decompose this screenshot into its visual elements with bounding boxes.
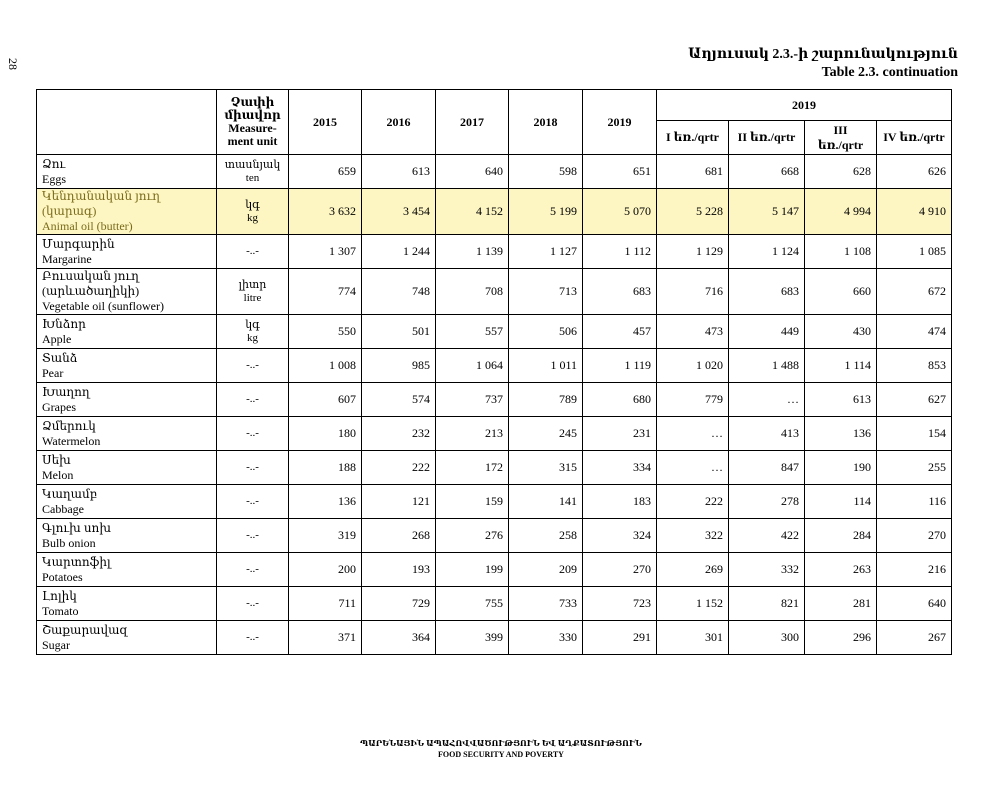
value-cell: 683 [583,269,657,315]
value-cell: 713 [509,269,583,315]
value-cell: 755 [436,587,509,621]
unit-armenian: -..- [246,597,259,609]
unit-english: litre [243,291,262,304]
table-row [37,269,952,315]
value-cell: 291 [583,621,657,655]
value-cell: 659 [289,155,362,189]
value-cell: 213 [436,417,509,451]
value-cell: 334 [583,451,657,485]
value-cell: … [657,417,729,451]
item-name-armenian: Տանձ [42,350,78,365]
value-cell: 270 [877,519,952,553]
unit-armenian: տասնյակ [224,158,281,171]
value-cell: 278 [729,485,805,519]
unit-armenian: կգ [245,198,260,211]
value-cell: 188 [289,451,362,485]
item-name-armenian: Լոլիկ [42,588,77,603]
value-cell: 222 [362,451,436,485]
unit-cell [217,417,289,451]
item-name-english: Bulb onion [42,535,96,550]
unit-armenian: կգ [245,318,260,331]
value-cell: 114 [805,485,877,519]
value-cell: 640 [877,587,952,621]
item-name-cell [37,269,217,315]
value-cell: 711 [289,587,362,621]
value-cell: 222 [657,485,729,519]
year-header: 2019 [583,90,657,155]
value-cell: 789 [509,383,583,417]
value-cell: 296 [805,621,877,655]
item-name-armenian: Ձմերուկ [42,418,96,433]
value-cell: 716 [657,269,729,315]
item-name-armenian: Բուսական յուղ (արևածաղիկի) [42,269,140,298]
item-name-cell [37,349,217,383]
unit-cell [217,315,289,349]
table-row [37,235,952,269]
item-name-armenian: Մարգարին [42,236,115,251]
value-cell: 613 [805,383,877,417]
item-name-cell [37,383,217,417]
table-row [37,519,952,553]
value-cell: 1 020 [657,349,729,383]
value-cell: 245 [509,417,583,451]
value-cell: 330 [509,621,583,655]
value-cell: 640 [436,155,509,189]
table-row [37,587,952,621]
item-name-armenian: Սեխ [42,452,71,467]
value-cell: 4 994 [805,189,877,235]
year-header: 2017 [436,90,509,155]
footer-english: FOOD SECURITY AND POVERTY [438,750,564,759]
value-cell: 1 139 [436,235,509,269]
value-cell: 733 [509,587,583,621]
item-name-english: Watermelon [42,433,101,448]
value-cell: 3 632 [289,189,362,235]
value-cell: 1 244 [362,235,436,269]
value-cell: 723 [583,587,657,621]
value-cell: 300 [729,621,805,655]
value-cell: 263 [805,553,877,587]
item-name-cell [37,189,217,235]
item-name-armenian: Ձու [42,156,66,171]
item-header [37,90,217,155]
value-cell: 255 [877,451,952,485]
table-row [37,189,952,235]
value-cell: 598 [509,155,583,189]
value-cell: 1 064 [436,349,509,383]
value-cell: 627 [877,383,952,417]
item-name-armenian: Կարտոֆիլ [42,554,111,569]
value-cell: 628 [805,155,877,189]
item-name-english: Eggs [42,171,66,186]
year-header: 2015 [289,90,362,155]
item-name-armenian: Խնձոր [42,316,86,331]
value-cell: 216 [877,553,952,587]
item-name-cell [37,417,217,451]
table-row [37,553,952,587]
value-cell: 284 [805,519,877,553]
item-name-cell [37,485,217,519]
value-cell: 324 [583,519,657,553]
value-cell: 209 [509,553,583,587]
table-row [37,383,952,417]
item-name-english: Apple [42,331,72,346]
value-cell: 1 127 [509,235,583,269]
value-cell: 258 [509,519,583,553]
value-cell: 5 199 [509,189,583,235]
unit-cell [217,519,289,553]
unit-english: kg [247,331,258,344]
unit-armenian: լիտր [238,278,267,291]
item-name-english: Animal oil (butter) [42,219,133,233]
value-cell: 449 [729,315,805,349]
value-cell: 473 [657,315,729,349]
value-cell: 180 [289,417,362,451]
value-cell: 672 [877,269,952,315]
value-cell: 121 [362,485,436,519]
item-name-english: Potatoes [42,569,83,584]
value-cell: 159 [436,485,509,519]
value-cell: 550 [289,315,362,349]
item-name-english: Pear [42,365,64,380]
item-name-english: Melon [42,467,74,482]
value-cell: 199 [436,553,509,587]
value-cell: 364 [362,621,436,655]
item-name-english: Sugar [42,637,70,652]
quarter-header: III եռ./qrtr [805,121,877,155]
unit-cell [217,451,289,485]
value-cell: 141 [509,485,583,519]
quarter-group-header: 2019 [657,90,952,121]
year-header: 2018 [509,90,583,155]
value-cell: 607 [289,383,362,417]
item-name-english: Margarine [42,251,92,266]
value-cell: 267 [877,621,952,655]
item-name-cell [37,451,217,485]
item-name-cell [37,587,217,621]
value-cell: 660 [805,269,877,315]
value-cell: 668 [729,155,805,189]
value-cell: … [657,451,729,485]
value-cell: 729 [362,587,436,621]
value-cell: 5 228 [657,189,729,235]
value-cell: 708 [436,269,509,315]
item-name-armenian: Շաքարավազ [42,622,128,637]
footer [0,738,1002,760]
value-cell: 1 119 [583,349,657,383]
value-cell: 985 [362,349,436,383]
value-cell: 136 [805,417,877,451]
value-cell: 683 [729,269,805,315]
value-cell: 774 [289,269,362,315]
table-row [37,417,952,451]
quarter-header: IV եռ./qrtr [877,121,952,155]
unit-armenian: -..- [246,245,259,257]
value-cell: 232 [362,417,436,451]
table-row [37,155,952,189]
value-cell: 1 108 [805,235,877,269]
value-cell: 779 [657,383,729,417]
value-cell: 183 [583,485,657,519]
unit-armenian: -..- [246,631,259,643]
value-cell: 193 [362,553,436,587]
value-cell: 1 008 [289,349,362,383]
value-cell: 853 [877,349,952,383]
value-cell: 474 [877,315,952,349]
value-cell: 557 [436,315,509,349]
unit-armenian: -..- [246,359,259,371]
value-cell: 5 070 [583,189,657,235]
item-name-english: Tomato [42,603,79,618]
value-cell: 269 [657,553,729,587]
value-cell: 116 [877,485,952,519]
title-english: Table 2.3. continuation [821,65,958,80]
value-cell: 332 [729,553,805,587]
item-name-cell [37,315,217,349]
value-cell: 136 [289,485,362,519]
quarter-header: II եռ./qrtr [729,121,805,155]
price-table [36,89,952,655]
title-armenian: Աղյուսակ 2.3.-ի շարունակություն [688,47,958,62]
footer-armenian: ՊԱՐԵՆԱՅԻՆ ԱՊԱՀՈՎՎԱԾՈՒԹՅՈՒՆ ԵՎ ԱՂՔԱՏՈՒԹՅՈՒՆ [359,739,642,748]
value-cell: 574 [362,383,436,417]
value-cell: … [729,383,805,417]
item-name-english: Vegetable oil (sunflower) [42,299,164,313]
unit-armenian: -..- [246,461,259,473]
value-cell: 681 [657,155,729,189]
item-name-english: Grapes [42,399,76,414]
value-cell: 1 488 [729,349,805,383]
unit-english: ten [245,171,260,184]
page-number: 28 [6,58,20,70]
unit-cell [217,485,289,519]
value-cell: 1 124 [729,235,805,269]
value-cell: 821 [729,587,805,621]
value-cell: 1 129 [657,235,729,269]
value-cell: 613 [362,155,436,189]
table-title [688,46,958,82]
unit-cell [217,553,289,587]
unit-cell [217,621,289,655]
value-cell: 231 [583,417,657,451]
unit-armenian: -..- [246,427,259,439]
value-cell: 281 [805,587,877,621]
value-cell: 626 [877,155,952,189]
value-cell: 413 [729,417,805,451]
item-name-cell [37,553,217,587]
unit-cell [217,189,289,235]
value-cell: 506 [509,315,583,349]
value-cell: 1 114 [805,349,877,383]
table-row [37,451,952,485]
table-row [37,621,952,655]
value-cell: 301 [657,621,729,655]
item-name-armenian: Գլուխ սոխ [42,520,112,535]
value-cell: 680 [583,383,657,417]
value-cell: 276 [436,519,509,553]
item-name-cell [37,519,217,553]
value-cell: 154 [877,417,952,451]
table-row [37,315,952,349]
value-cell: 319 [289,519,362,553]
value-cell: 501 [362,315,436,349]
value-cell: 3 454 [362,189,436,235]
value-cell: 315 [509,451,583,485]
unit-cell [217,269,289,315]
value-cell: 5 147 [729,189,805,235]
unit-cell [217,235,289,269]
unit-header: Չափի միավոր Measure-ment unit [217,90,289,155]
value-cell: 399 [436,621,509,655]
value-cell: 270 [583,553,657,587]
item-name-english: Cabbage [42,501,84,516]
unit-cell [217,383,289,417]
value-cell: 457 [583,315,657,349]
value-cell: 1 152 [657,587,729,621]
value-cell: 1 112 [583,235,657,269]
value-cell: 172 [436,451,509,485]
item-name-cell [37,621,217,655]
value-cell: 4 910 [877,189,952,235]
value-cell: 371 [289,621,362,655]
unit-armenian: -..- [246,393,259,405]
table-row [37,485,952,519]
value-cell: 1 307 [289,235,362,269]
table-row [37,349,952,383]
unit-cell [217,587,289,621]
value-cell: 748 [362,269,436,315]
year-header: 2016 [362,90,436,155]
value-cell: 651 [583,155,657,189]
unit-armenian: -..- [246,529,259,541]
value-cell: 847 [729,451,805,485]
unit-cell [217,349,289,383]
unit-armenian: -..- [246,495,259,507]
value-cell: 430 [805,315,877,349]
value-cell: 1 085 [877,235,952,269]
item-name-armenian: Կենդանական յուղ (կարագ) [42,189,161,218]
value-cell: 4 152 [436,189,509,235]
item-name-cell [37,235,217,269]
item-name-cell [37,155,217,189]
unit-english: kg [247,211,258,224]
value-cell: 200 [289,553,362,587]
value-cell: 422 [729,519,805,553]
value-cell: 190 [805,451,877,485]
value-cell: 1 011 [509,349,583,383]
quarter-header: I եռ./qrtr [657,121,729,155]
value-cell: 737 [436,383,509,417]
item-name-armenian: Կաղամբ [42,486,98,501]
value-cell: 322 [657,519,729,553]
item-name-armenian: Խաղող [42,384,90,399]
value-cell: 268 [362,519,436,553]
unit-cell [217,155,289,189]
unit-armenian: -..- [246,563,259,575]
